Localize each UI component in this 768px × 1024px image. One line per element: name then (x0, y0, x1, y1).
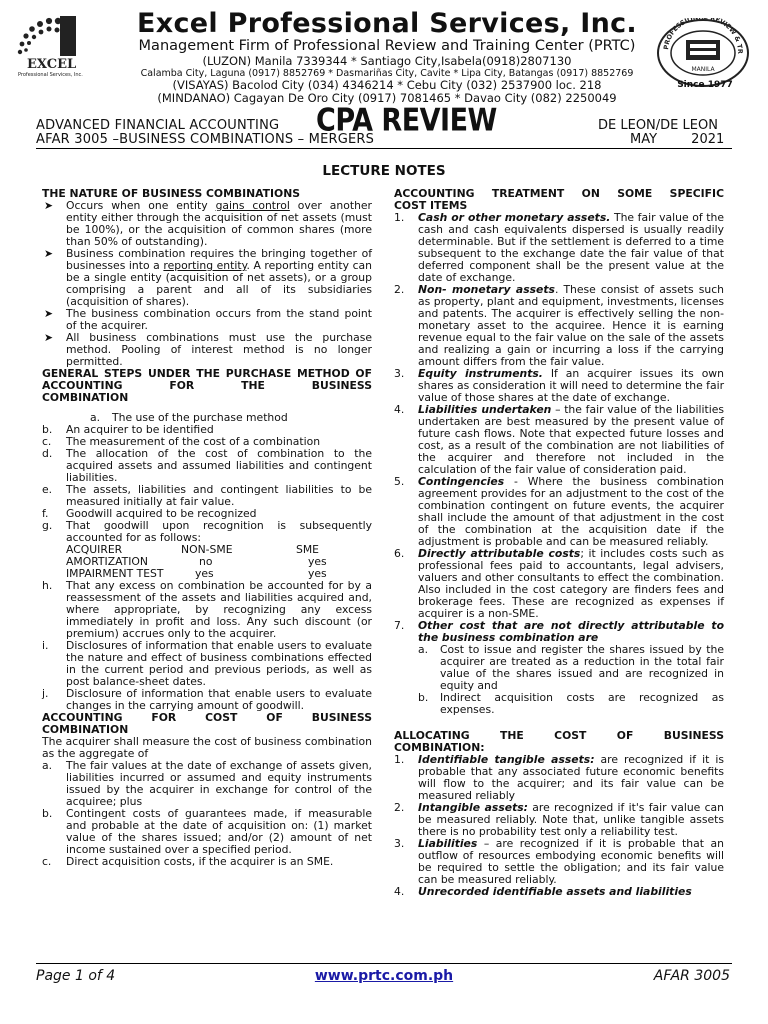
section-heading: ACCOUNTING FOR COST OF BUSINESS (42, 711, 372, 724)
prtc-seal (654, 18, 752, 88)
goodwill-table: ACQUIRER NON-SME SME AMORTIZATION no yes IMPAIRMENT TEST yes yes (66, 543, 327, 580)
section-heading-cont: COMBINATION (42, 391, 129, 404)
list-item: ➤ Occurs when one entity gains control over another entity either through the acquisition of net assets (must be 100%), or the acquisition of common shares (more than 50% of outstanding). (44, 199, 373, 248)
course-topic: AFAR 3005 –BUSINESS COMBINATIONS – MERGERS (36, 132, 375, 147)
list-item: b. Indirect acquisition costs are recognized as expenses. (418, 691, 724, 716)
list-item: 7. Other cost that are not directly attributable to the business combination are (394, 619, 724, 644)
list-item: d. The allocation of the cost of combination to the acquired assets and assumed liabilities and contingent liabilities. (42, 447, 372, 484)
list-item: c. Direct acquisition costs, if the acquirer is an SME. (42, 855, 334, 868)
arrow-bullet-icon: ➤ (44, 307, 54, 320)
list-item: 3. Equity instruments. If an acquirer issues its own shares as consideration it will need to determine the fair value of those shares at the date of exchange. (394, 367, 725, 404)
list-item: 3. Liabilities – are recognized if it is probable that an outflow of resources embodying economic benefits will be required to settle the obligation; and its fair value can be measured reliably. (394, 837, 724, 886)
authors: DE LEON/DE LEON (598, 118, 718, 133)
list-item: e. The assets, liabilities and contingent liabilities to be measured initially at fair value. (42, 483, 372, 508)
excel-logo (10, 12, 122, 80)
list-item: a. Cost to issue and register the shares issued by the acquirer are treated as a reduction in the total fair value of the shares issued and are recognized in equity and (418, 643, 724, 692)
right-column (394, 188, 724, 898)
list-item: a. The use of the purchase method (90, 411, 288, 424)
mindanao-contacts: (MINDANAO) Cagayan De Oro City (0917) 7081465 * Davao City (082) 2250049 (157, 91, 617, 105)
luzon-cities: Calamba City, Laguna (0917) 8852769 * Dasmariñas City, Cavite * Lipa City, Batangas (0917) 8852769 (140, 68, 634, 79)
svg-text:MANILA: MANILA (691, 66, 715, 73)
list-item: 5. Contingencies - Where the business combination agreement provides for an adjustment to the cost of the combination contingent on future events, the acquirer shall include the amount of that adjustment in the cost of the combination at the acquisition date if the adjustment is probable and can be measured reliably. (394, 475, 724, 548)
list-item: f. Goodwill acquired to be recognized (42, 507, 257, 520)
section-heading: GENERAL STEPS UNDER THE PURCHASE METHOD OF ACCOUNTING FOR THE BUSINESS (42, 367, 372, 392)
section-heading-cont: COST ITEMS (394, 199, 468, 212)
company-name: Excel Professional Services, Inc. (137, 8, 637, 39)
list-item: ➤ Business combination requires the bringing together of businesses into a reporting entity. A reporting entity can be a single entity (acquisition of net assets), or a group comprising a parent and all of its subsidiaries (acquisition of shares). (44, 247, 372, 308)
svg-text:PROFESSIONAL REVIEW & TRAINING: PROFESSIO REVIEW & TR (662, 18, 745, 54)
list-item: 1. Cash or other monetary assets. The fair value of the cash and cash equivalents dispersed is usually readily determinable. But if the settlement is deferred to a time subsequent to the exchange date the fair value of that deferred component shall be the present value at the date of exchange. (394, 211, 724, 284)
luzon-contacts: (LUZON) Manila 7339344 * Santiago City,Isabela(0918)2807130 (202, 54, 572, 68)
list-item: b. Contingent costs of guarantees made, if measurable and probable at the date of acquisition on: (1) market value of the shares issued; and/or (2) amount of net income sustained over a specified period. (42, 807, 372, 856)
paragraph: The acquirer shall measure the cost of business combination as the aggregate of (42, 735, 372, 760)
list-item: h. That any excess on combination be accounted for by a reassessment of the assets and liabilities acquired and, where appropriate, by recognizing any excess immediately in profit and loss. Any such discount (or premium) accrues only to the acquirer. (42, 579, 372, 640)
section-heading: ACCOUNTING TREATMENT ON SOME SPECIFIC (394, 187, 724, 200)
page-title: LECTURE NOTES (322, 163, 446, 179)
company-subtitle: Management Firm of Professional Review and Training Center (PRTC) (138, 38, 636, 54)
header-divider (36, 148, 732, 149)
website-link[interactable]: www.prtc.com.ph (314, 968, 454, 984)
arrow-bullet-icon: ➤ (44, 199, 54, 212)
section-heading: THE NATURE OF BUSINESS COMBINATIONS (42, 187, 301, 200)
list-item: i. Disclosures of information that enable users to evaluate the nature and effect of business combinations effected in the current period and previous periods, as well as post balance-sheet dates. (42, 639, 372, 688)
list-item: 6. Directly attributable costs; it includes costs such as professional fees paid to accountants, legal advisers, valuers and other consultants to effect the combination. Also included in the cost category are finders fees and brokerage fees. These are recognized as expenses if acquirer is a non-SME. (394, 547, 724, 620)
page-number: Page 1 of 4 (36, 968, 116, 984)
course-code: AFAR 3005 (653, 968, 730, 984)
list-item: a. The fair values at the date of exchange of assets given, liabilities incurred or assumed and equity instruments issued by the acquirer in exchange for control of the acquiree; plus (42, 759, 372, 808)
course-name: ADVANCED FINANCIAL ACCOUNTING (36, 118, 280, 133)
list-item: g. That goodwill upon recognition is subsequently accounted for as follows: (42, 519, 372, 544)
list-item: ➤ The business combination occurs from the stand point of the acquirer. (44, 307, 372, 332)
svg-text:Professional Services, Inc.: Professional Services, Inc. (18, 72, 83, 78)
list-item: 1. Identifiable tangible assets: are recognized if it is probable that any associated future economic benefits will flow to the acquirer; and its fair value can be measured reliably (394, 753, 724, 802)
left-column (42, 188, 372, 868)
list-item: 2. Non- monetary assets. These consist of assets such as property, plant and equipment, investments, licenses and patents. The acquirer is effectively selling the non-monetary asset to the acquiree. Hence it is earning revenue equal to the fair value on the sale of the assets and realizing a gain or incurring a loss if the carrying amount differs from the fair value. (394, 283, 724, 368)
list-item: c. The measurement of the cost of a combination (42, 435, 321, 448)
visayas-contacts: (VISAYAS) Bacolod City (034) 4346214 * Cebu City (032) 2537900 loc. 218 (172, 78, 602, 92)
arrow-bullet-icon: ➤ (44, 247, 54, 260)
arrow-bullet-icon: ➤ (44, 331, 54, 344)
lecture-date: MAY 2021 (630, 132, 725, 147)
list-item: 2. Intangible assets: are recognized if it's fair value can be measured reliably. Note that, unlike tangible assets there is no probability test only a reliability test. (394, 801, 724, 838)
list-item: b. An acquirer to be identified (42, 423, 214, 436)
list-item: ➤ All business combinations must use the purchase method. Pooling of interest method is no longer permitted. (44, 331, 372, 368)
cpa-review-banner: CPA REVIEW (316, 103, 497, 139)
list-item: j. Disclosure of information that enable users to evaluate changes in the carrying amount of goodwill. (42, 687, 372, 712)
footer-divider (36, 963, 732, 964)
section-heading: ALLOCATING THE COST OF BUSINESS (394, 729, 724, 742)
section-heading-cont: COMBINATION: (394, 741, 485, 754)
since-label: Since 1977 (677, 80, 733, 90)
section-heading-cont: COMBINATION (42, 723, 129, 736)
list-item: 4. Liabilities undertaken – the fair value of the liabilities undertaken are best measured by the present value of future cash flows. Note that expected future losses and cost, as a result of the combination are not liabilities of the acquirer and therefore not included in the calculation of the fair value of consideration paid. (394, 403, 724, 476)
svg-text:EXCEL: EXCEL (27, 57, 77, 72)
list-item: 4. Unrecorded identifiable assets and liabilities (394, 885, 692, 898)
